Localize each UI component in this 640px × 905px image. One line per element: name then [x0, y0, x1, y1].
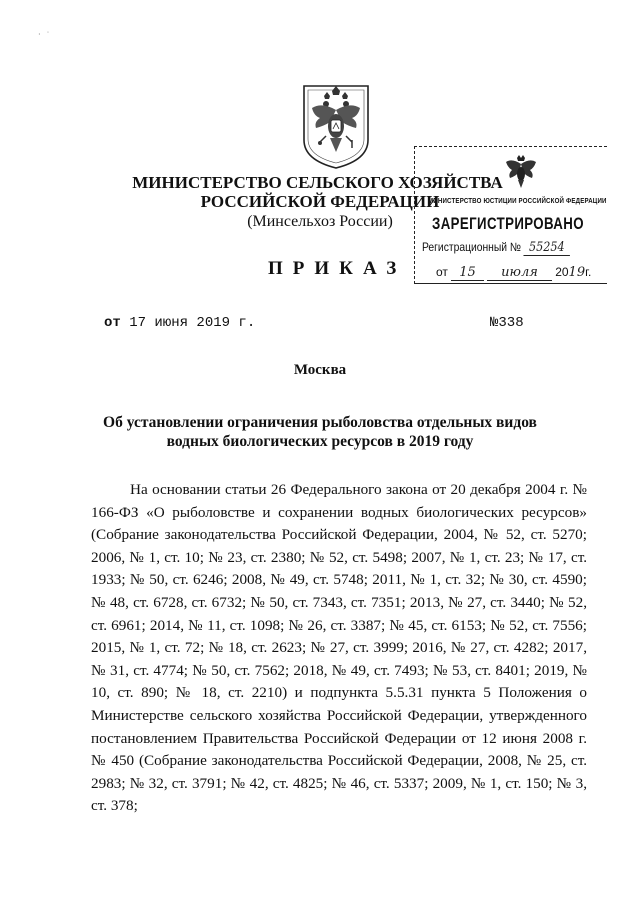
document-body — [91, 479, 587, 818]
ministry-short-name: (Минсельхоз России) — [247, 213, 393, 230]
russian-coat-of-arms-icon — [300, 82, 372, 170]
ministry-name-line2: РОССИЙСКОЙ ФЕДЕРАЦИИ — [200, 192, 440, 211]
stamp-date — [436, 265, 591, 281]
document-title — [80, 413, 560, 451]
title-line2: водных биологических ресурсов в 2019 году — [166, 433, 474, 450]
scan-speck: · ˙ — [38, 30, 50, 39]
stamp-date-suffix: г. — [585, 265, 592, 279]
stamp-date-day: 15 — [451, 265, 484, 281]
stamp-reg-number: 55254 — [524, 240, 570, 256]
stamp-reg-label: Регистрационный № — [422, 240, 522, 254]
stamp-date-prefix: от — [436, 265, 448, 279]
stamp-registration-number — [422, 240, 570, 256]
stamp-registered: ЗАРЕГИСТРИРОВАНО — [432, 214, 584, 233]
body-paragraph: На основании статьи 26 Федерального закона от 20 декабря 2004 г. № 166-ФЗ «О рыболовстве и сохранении водных биологических ресурсов» (Собрание законодательства Российской Федерации, 2004, № 52, ст. 5270; 2006, № 1, ст. 10; № 23, ст. 2380; № 52, ст. 5498; 2007, № 1, ст. 23; № 17, ст. 1933; № 50, ст. 6246; 2008, № 49, ст. 5748; 2011, № 1, ст. 32; № 30, ст. 4590; № 48, ст. 6728, ст. 6732; № 50, ст. 7343, ст. 7351; 2013, № 27, ст. 3440; № 52, ст. 6961; 2014, № 11, ст. 1098; № 26, ст. 3387; № 45, ст. 6153; № 52, ст. 7556; 2015, № 1, ст. 72; № 18, ст. 2623; № 27, ст. 3999; 2016, № 27, ст. 4282; 2017, № 31, ст. 4774; № 50, ст. 7562; 2018, № 49, ст. 7493; № 53, ст. 8401; 2019, № 10, ст. 890; № 18, ст. 2210) и подпункта 5.5.31 пункта 5 Положения о Министерстве сельского хозяйства Российской Федерации, утвержденного постановлением Правительства Российской Федерации от 12 июня 2008 г. № 450 (Собрание законодательства Российской Федерации, 2008, № 25, ст. 2983; № 32, ст. 3791; № 42, ст. 4825; № 46, ст. 5337; 2009, № 1, ст. 150; № 3, ст. 378; — [91, 481, 587, 815]
stamp-date-month: июля — [487, 265, 552, 281]
title-line1: Об установлении ограничения рыболовства отдельных видов — [103, 414, 537, 431]
order-number: №338 — [490, 315, 524, 331]
stamp-header: МИНИСТЕРСТВО ЮСТИЦИИ РОССИЙСКОЙ ФЕДЕРАЦИИ — [428, 196, 607, 205]
document-type: ПРИКАЗ — [268, 258, 407, 279]
stamp-coat-of-arms-icon — [504, 152, 538, 192]
ministry-name-line1: МИНИСТЕРСТВО СЕЛЬСКОГО ХОЗЯЙСТВА — [132, 173, 503, 192]
stamp-date-year-prefix: 20 — [555, 265, 569, 279]
order-date-value: 17 июня 2019 г. — [129, 315, 256, 331]
order-date — [104, 315, 255, 331]
stamp-date-year-suffix: 19 — [568, 265, 586, 280]
order-date-prefix: от — [104, 315, 121, 331]
city: Москва — [293, 362, 347, 378]
